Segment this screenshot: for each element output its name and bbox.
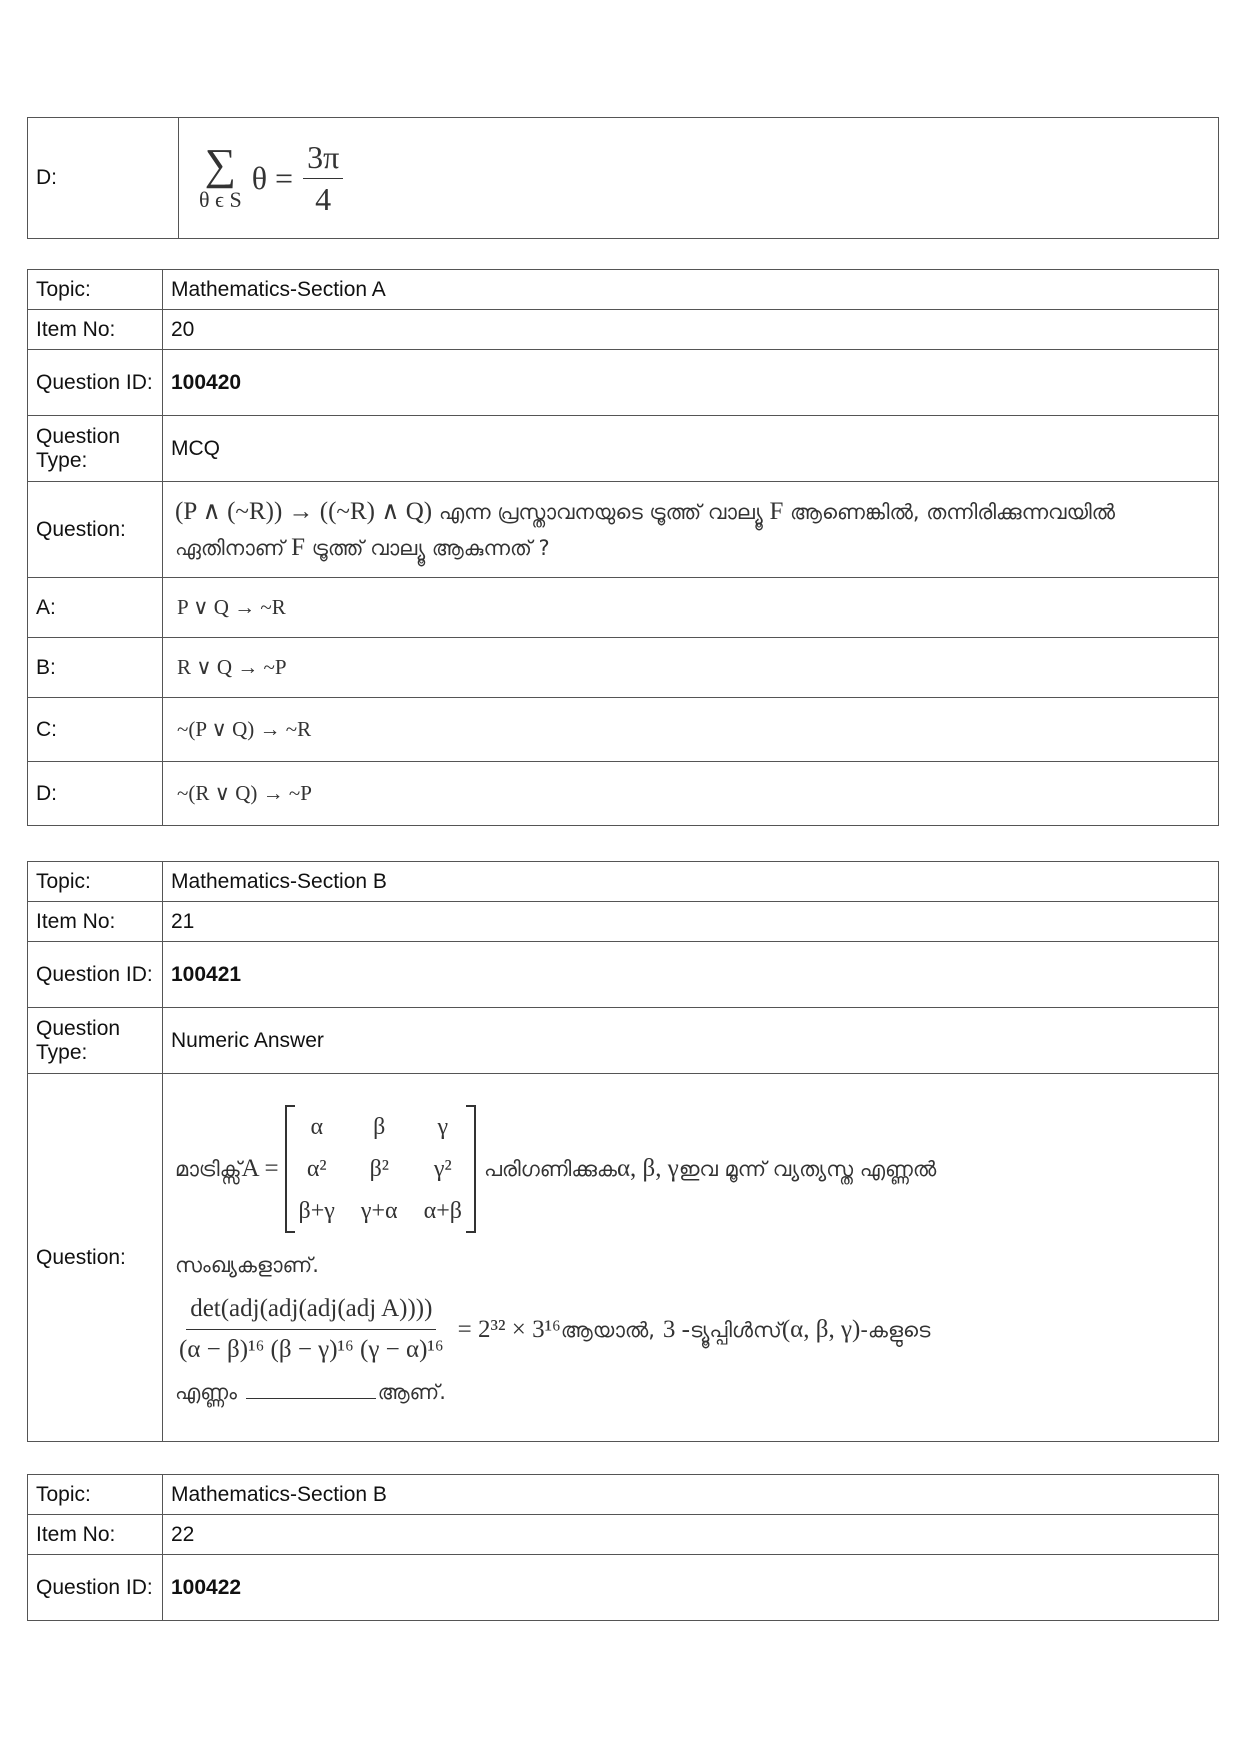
topic-label: Topic: xyxy=(28,862,163,902)
tuple-symbol: (α, β, γ) xyxy=(781,1315,861,1343)
question-type-label: Question Type: xyxy=(28,1008,163,1074)
matrix-cell: α² xyxy=(306,1156,327,1182)
question-id-value: 100420 xyxy=(163,350,1219,416)
question-table-20 xyxy=(27,269,1219,826)
answer-blank xyxy=(246,1398,376,1399)
item-no-label: Item No: xyxy=(28,1515,163,1555)
option-label: D: xyxy=(28,762,163,826)
question-text xyxy=(163,1074,1219,1442)
fraction-denominator: 4 xyxy=(315,180,332,217)
matrix-a xyxy=(285,1105,476,1233)
question-id-label: Question ID: xyxy=(28,1555,163,1621)
question-table-22 xyxy=(27,1474,1219,1621)
question-text-part: ആണ്. xyxy=(377,1380,446,1404)
question-text xyxy=(163,482,1219,578)
option-label: A: xyxy=(28,578,163,638)
tuple-count: 3 - xyxy=(662,1315,690,1343)
option-c-text: ~(P ∨ Q) → ~R xyxy=(163,698,1219,762)
matrix-name: A = xyxy=(241,1155,279,1182)
question-id-label: Question ID: xyxy=(28,350,163,416)
matrix-cell: β² xyxy=(369,1156,389,1182)
question-text-part: എന്ന പ്രസ്താവനയുടെ ട്രൂത്ത് വാല്യൂ xyxy=(432,499,770,524)
option-a-text: P ∨ Q → ~R xyxy=(163,578,1219,638)
fraction xyxy=(303,139,343,218)
sum-operator xyxy=(199,140,242,213)
question-text-part: പരിഗണിക്കുക xyxy=(483,1157,617,1181)
item-no-value: 22 xyxy=(163,1515,1219,1555)
item-no-label: Item No: xyxy=(28,310,163,350)
option-label: D: xyxy=(28,118,179,239)
fraction-numerator: 3π xyxy=(303,139,343,179)
question-text-part: ട്രൂത്ത് വാല്യൂ ആകുന്നത് ? xyxy=(305,535,550,560)
question-text-part: ആണെങ്കിൽ, തന്നിരിക്കുന്നവയിൽ ഏതിനാണ് xyxy=(175,499,1116,560)
matrix-cell: γ+α xyxy=(360,1198,398,1224)
equation-rhs: = 2³² × 3¹⁶ xyxy=(457,1315,561,1343)
item-no-value: 20 xyxy=(163,310,1219,350)
option-d-carryover-table xyxy=(27,117,1219,239)
matrix-cell: β+γ xyxy=(298,1198,335,1224)
fraction-numerator: det(adj(adj(adj(adj A)))) xyxy=(186,1291,436,1330)
option-b-text: R ∨ Q → ~P xyxy=(163,638,1219,698)
matrix-cell: α xyxy=(310,1114,324,1140)
question-line xyxy=(175,1291,1210,1368)
option-d-text: ~(R ∨ Q) → ~P xyxy=(163,762,1219,826)
option-d-sum-formula xyxy=(179,118,1219,239)
question-type-value: MCQ xyxy=(163,416,1219,482)
question-id-value: 100422 xyxy=(163,1555,1219,1621)
matrix-cell: β xyxy=(373,1114,386,1140)
question-line xyxy=(175,1374,1210,1410)
question-type-value: Numeric Answer xyxy=(163,1008,1219,1074)
option-label: C: xyxy=(28,698,163,762)
question-type-label: Question Type: xyxy=(28,416,163,482)
question-symbol: F xyxy=(769,497,784,525)
question-text-part: ട്യൂപ്പിൾസ് xyxy=(689,1317,782,1342)
question-id-label: Question ID: xyxy=(28,942,163,1008)
question-formula: (P ∧ (~R)) → ((~R) ∧ Q) xyxy=(175,497,433,525)
topic-value: Mathematics-Section A xyxy=(163,270,1219,310)
question-text-part: മാട്രിക്സ് xyxy=(175,1157,242,1181)
question-text-part: എണ്ണം xyxy=(175,1380,244,1404)
determinant-fraction xyxy=(175,1291,448,1368)
matrix-cell: α+β xyxy=(423,1198,462,1224)
question-symbol: F xyxy=(291,533,306,561)
question-line xyxy=(175,1105,1210,1233)
topic-label: Topic: xyxy=(28,270,163,310)
question-line: സംഖ്യകളാണ്. xyxy=(175,1253,319,1277)
fraction-denominator: (α − β)¹⁶ (β − γ)¹⁶ (γ − α)¹⁶ xyxy=(179,1336,444,1363)
sum-variable: θ = xyxy=(251,159,294,196)
topic-value: Mathematics-Section B xyxy=(163,1475,1219,1515)
item-no-value: 21 xyxy=(163,902,1219,942)
question-label: Question: xyxy=(28,482,163,578)
greek-variables: α, β, γ xyxy=(616,1155,679,1182)
question-text-part: -കളുടെ xyxy=(860,1317,931,1342)
question-text-part: ഇവ മൂന്ന് വ്യത്യസ്ത എണ്ണൽ xyxy=(678,1157,937,1181)
question-text-part: ആയാൽ, xyxy=(560,1317,655,1342)
matrix-cell: γ xyxy=(437,1114,449,1140)
sigma-symbol: ∑ xyxy=(204,140,237,189)
item-no-label: Item No: xyxy=(28,902,163,942)
sum-subscript: θ ϵ S xyxy=(199,187,242,212)
topic-label: Topic: xyxy=(28,1475,163,1515)
topic-value: Mathematics-Section B xyxy=(163,862,1219,902)
matrix-cell: γ² xyxy=(433,1156,452,1182)
question-table-21 xyxy=(27,861,1219,1442)
question-label: Question: xyxy=(28,1074,163,1442)
question-id-value: 100421 xyxy=(163,942,1219,1008)
option-label: B: xyxy=(28,638,163,698)
